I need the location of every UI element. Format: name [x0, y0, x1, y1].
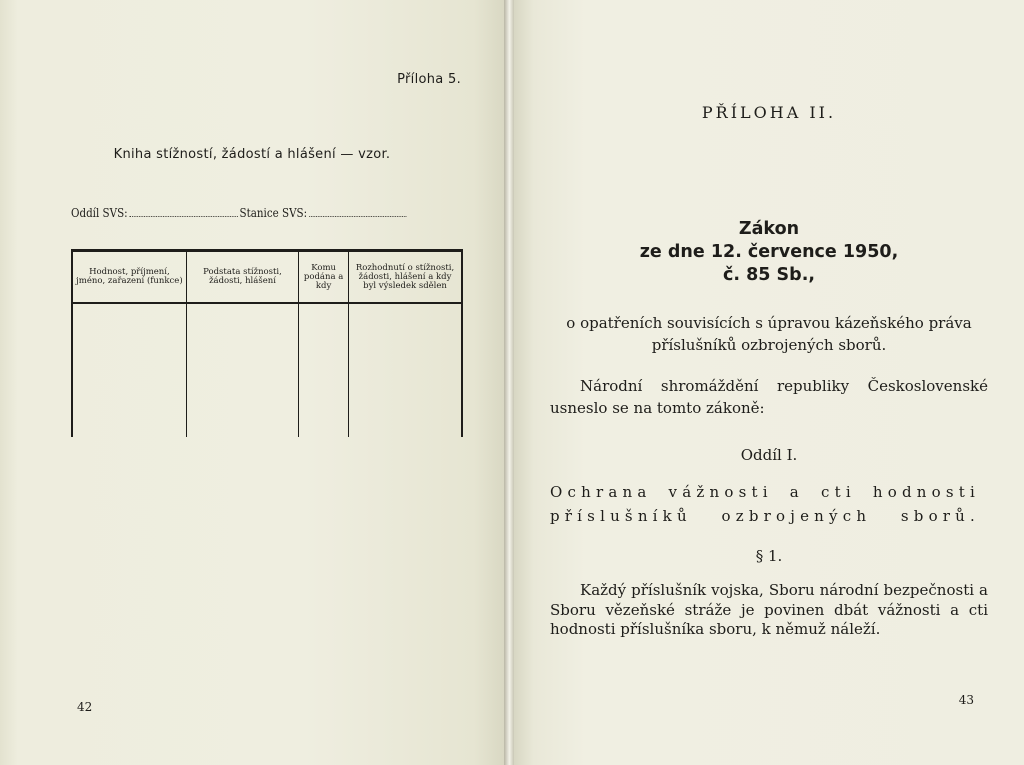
left-page [0, 0, 504, 765]
table-cell [186, 303, 298, 437]
station-fill-line [309, 206, 407, 217]
form-title: Kniha stížností, žádostí a hlášení — vzor. [113, 147, 391, 162]
law-title-line-2: ze dne 12. července 1950, [639, 242, 899, 262]
table-cell [299, 303, 349, 437]
annex-heading: PŘÍLOHA II. [701, 103, 837, 122]
table-header-row [72, 251, 462, 304]
table-row [72, 303, 462, 437]
table-cell [349, 303, 462, 437]
paragraph-mark: § 1. [755, 547, 783, 565]
table-cell [72, 303, 186, 437]
section-title: Ochrana vážnosti a cti hodnosti příslušníků ozbrojených sborů. [550, 483, 980, 525]
law-title-line-1: Zákon [738, 219, 800, 239]
station-label: Stanice SVS: [239, 206, 308, 220]
right-page [514, 0, 1024, 765]
column-header-decision: Rozhodnutí o stížnosti, žádosti, hlášení a kdy byl výsledek sdělen [349, 251, 462, 304]
paragraph-text: Každý příslušník vojska, Sboru národní bezpečnosti a Sboru vězeňské stráže je povinen dbát vážnosti a cti hodnosti příslušníka sboru, k němuž náleží. [550, 581, 988, 638]
book-gutter [504, 0, 514, 765]
law-title [514, 218, 1024, 287]
column-header-submitted: Komu podána a kdy [299, 251, 349, 304]
page-number-left: 42 [77, 700, 93, 714]
column-header-subject: Podstata stížnosti, žádosti, hlášení [186, 251, 298, 304]
law-subtitle: o opatřeních souvisících s úpravou kázeňského práva příslušníků ozbrojených sborů. [566, 314, 972, 354]
column-header-person: Hodnost, příjmení, jméno, zařazení (funkce) [72, 251, 186, 304]
annex-label: Příloha 5. [397, 72, 461, 87]
section-heading: Oddíl I. [740, 446, 798, 464]
complaints-ledger-table [71, 249, 463, 437]
unit-label: Oddíl SVS: [71, 206, 128, 220]
unit-fill-line [129, 206, 237, 217]
unit-station-line [71, 206, 408, 220]
page-number-right: 43 [958, 693, 974, 707]
law-title-line-3: č. 85 Sb., [723, 265, 815, 285]
preamble-text: Národní shromáždění republiky Československé usneslo se na tomto zákoně: [550, 377, 988, 417]
